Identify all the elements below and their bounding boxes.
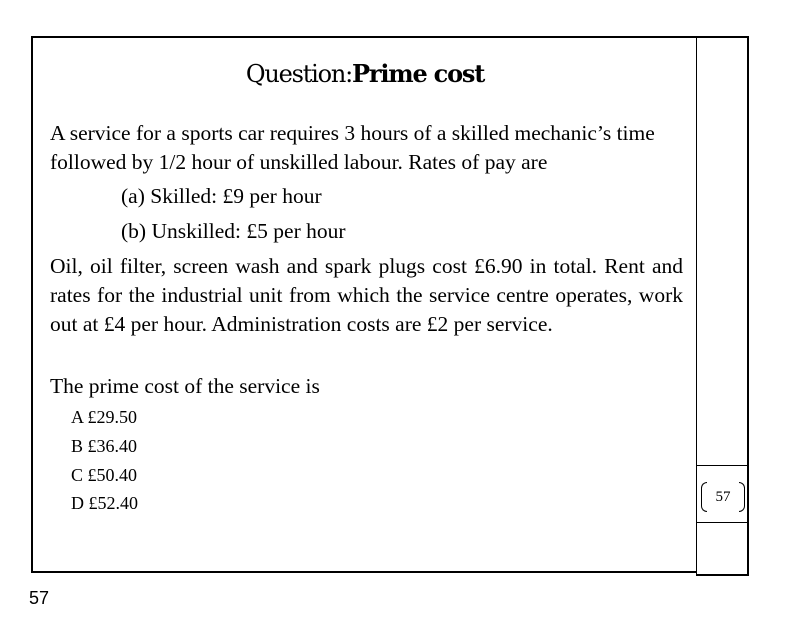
side-page-number-box [701, 478, 745, 516]
option-a: A £29.50 [71, 407, 138, 427]
option-d: D £52.40 [71, 493, 138, 513]
left-bracket-icon [701, 482, 707, 512]
side-page-number: 57 [715, 488, 731, 505]
question-intro: A service for a sports car requires 3 hours of a skilled mechanic’s time followed by 1/2 hour of unskilled labour. Rates of pay are [50, 121, 655, 174]
slide-title [33, 58, 697, 90]
question-costs: Oil, oil filter, screen wash and spark plugs cost £6.90 in total. Rent and rates for the industrial unit from which the service centre operates, work out at £4 per hour. Administration costs are £2 per service. [50, 254, 683, 336]
option-b: B £36.40 [71, 436, 138, 456]
side-divider-top [697, 465, 749, 466]
title-topic: Prime cost [352, 59, 485, 88]
right-bracket-icon [739, 482, 745, 512]
rate-skilled: (a) Skilled: £9 per hour [121, 184, 322, 208]
footer-page-number: 57 [29, 588, 50, 608]
question-prompt: The prime cost of the service is [50, 374, 320, 398]
title-label: Question: [245, 60, 353, 88]
side-divider-bottom [697, 522, 749, 523]
rate-unskilled: (b) Unskilled: £5 per hour [121, 219, 346, 243]
option-c: C £50.40 [71, 465, 138, 485]
